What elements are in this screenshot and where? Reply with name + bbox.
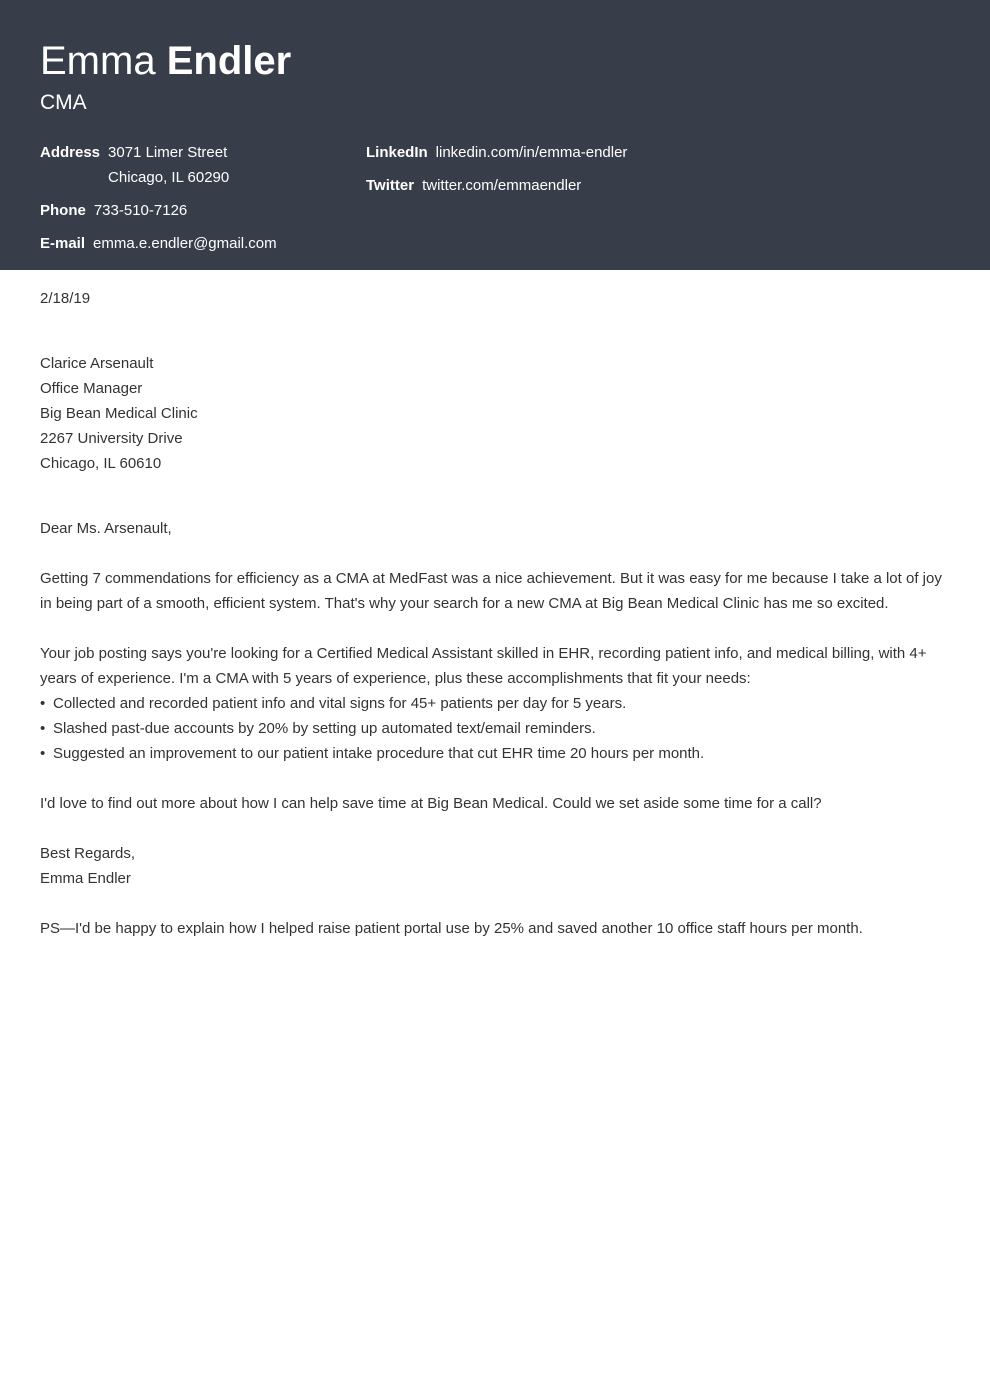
signoff: Best Regards, [40, 845, 136, 862]
recipient-street: 2267 University Drive [40, 430, 183, 447]
address-line-1: 3071 Limer Street [108, 144, 228, 161]
list-item: • Slashed past-due accounts by 20% by setting up automated text/email reminders. [40, 716, 950, 741]
twitter-value: twitter.com/emmaendler [422, 177, 582, 194]
contact-label: Twitter [366, 177, 415, 194]
contact-label: LinkedIn [366, 144, 428, 161]
list-item: • Suggested an improvement to our patient intake procedure that cut EHR time 20 hours per month. [40, 741, 950, 766]
list-item: • Collected and recorded patient info and vital signs for 45+ patients per day for 5 years. [40, 691, 950, 716]
contact-twitter [366, 173, 627, 198]
contact-email [40, 231, 277, 256]
recipient-company: Big Bean Medical Clinic [40, 405, 198, 422]
address-line-2: Chicago, IL 60290 [108, 169, 230, 186]
applicant-title: CMA [40, 91, 87, 114]
contact-column-left [40, 140, 277, 264]
body-paragraph: Your job posting says you're looking for a Certified Medical Assistant skilled in EHR, recording patient info, and medical billing, with 4+ years of experience. I'm a CMA with 5 years of experience, plus these accomplishments that fit your needs: [40, 645, 927, 687]
contact-value [108, 140, 229, 190]
linkedin-value: linkedin.com/in/emma-endler [435, 144, 628, 161]
signature-name: Emma Endler [40, 870, 131, 887]
phone-value: 733-510-7126 [93, 202, 188, 219]
email-value: emma.e.endler@gmail.com [93, 235, 277, 252]
accomplishment-list [40, 691, 950, 766]
closing-paragraph: I'd love to find out more about how I can help save time at Big Bean Medical. Could we set aside some time for a call? [40, 795, 822, 812]
letter-date: 2/18/19 [40, 290, 91, 307]
letter-body [0, 270, 990, 941]
contact-linkedin [366, 140, 627, 165]
applicant-name [40, 38, 950, 84]
contact-label: E-mail [40, 235, 86, 252]
resume-header [0, 0, 990, 270]
contact-address [40, 140, 277, 190]
contact-label: Phone [40, 202, 86, 219]
signature-block [40, 841, 950, 891]
recipient-title: Office Manager [40, 380, 143, 397]
recipient-city: Chicago, IL 60610 [40, 455, 162, 472]
contact-phone [40, 198, 277, 223]
contact-column-right [366, 140, 627, 206]
first-name: Emma [40, 39, 156, 83]
postscript: PS—I'd be happy to explain how I helped raise patient portal use by 25% and saved another 10 office staff hours per month. [40, 920, 863, 937]
contact-label: Address [40, 144, 101, 161]
last-name: Endler [166, 39, 292, 83]
intro-paragraph: Getting 7 commendations for efficiency as a CMA at MedFast was a nice achievement. But it was easy for me because I take a lot of joy in being part of a smooth, efficient system. That's why your search for a new CMA at Big Bean Medical Clinic has me so excited. [40, 570, 942, 612]
recipient-name: Clarice Arsenault [40, 355, 154, 372]
recipient-block [40, 351, 950, 476]
salutation: Dear Ms. Arsenault, [40, 520, 172, 537]
